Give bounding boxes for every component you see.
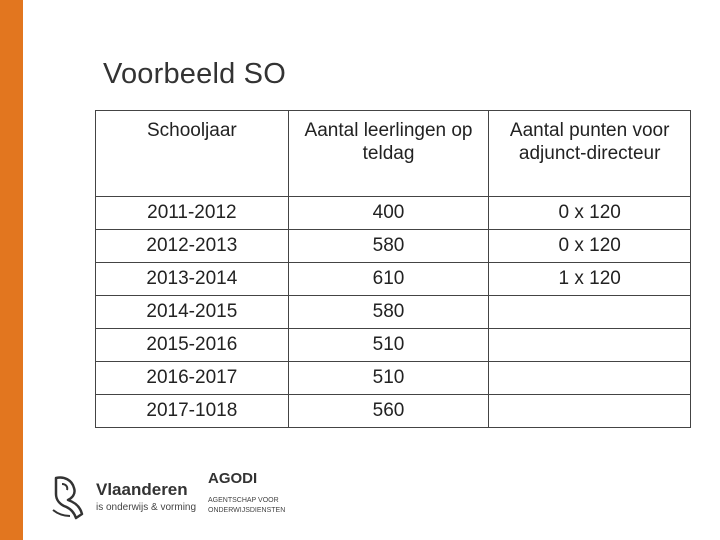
table-row	[96, 296, 691, 329]
slide-title: Voorbeeld SO	[103, 58, 286, 90]
agodi-logo-text: AGODI	[208, 470, 258, 487]
accent-bar	[0, 0, 23, 540]
cell-leerlingen: 560	[288, 395, 489, 428]
table-row	[96, 197, 691, 230]
table-header-row	[96, 111, 691, 197]
cell-leerlingen: 610	[288, 263, 489, 296]
table-row	[96, 230, 691, 263]
cell-punten: 0 x 120	[489, 197, 691, 230]
cell-leerlingen: 580	[288, 296, 489, 329]
table-row	[96, 395, 691, 428]
vlaanderen-tagline: is onderwijs & vorming	[96, 502, 197, 513]
vlaanderen-logo-text: Vlaanderen	[96, 480, 188, 499]
flemish-lion-icon	[50, 474, 90, 520]
cell-schooljaar: 2011-2012	[96, 197, 289, 230]
cell-schooljaar: 2017-1018	[96, 395, 289, 428]
cell-punten	[489, 362, 691, 395]
cell-leerlingen: 510	[288, 329, 489, 362]
cell-leerlingen: 400	[288, 197, 489, 230]
cell-schooljaar: 2016-2017	[96, 362, 289, 395]
cell-punten	[489, 329, 691, 362]
header-schooljaar: Schooljaar	[96, 111, 289, 197]
table-row	[96, 263, 691, 296]
header-aantal-leerlingen: Aantal leerlingen op teldag	[288, 111, 489, 197]
schoolyear-table	[95, 110, 691, 428]
cell-schooljaar: 2013-2014	[96, 263, 289, 296]
cell-leerlingen: 510	[288, 362, 489, 395]
cell-schooljaar: 2012-2013	[96, 230, 289, 263]
table-row	[96, 362, 691, 395]
cell-leerlingen: 580	[288, 230, 489, 263]
header-aantal-punten: Aantal punten voor adjunct-directeur	[489, 111, 691, 197]
cell-punten: 0 x 120	[489, 230, 691, 263]
cell-punten	[489, 395, 691, 428]
cell-punten: 1 x 120	[489, 263, 691, 296]
agodi-tagline: AGENTSCHAP VOOR ONDERWIJSDIENSTEN	[208, 497, 286, 514]
cell-schooljaar: 2014-2015	[96, 296, 289, 329]
table-row	[96, 329, 691, 362]
cell-schooljaar: 2015-2016	[96, 329, 289, 362]
cell-punten	[489, 296, 691, 329]
